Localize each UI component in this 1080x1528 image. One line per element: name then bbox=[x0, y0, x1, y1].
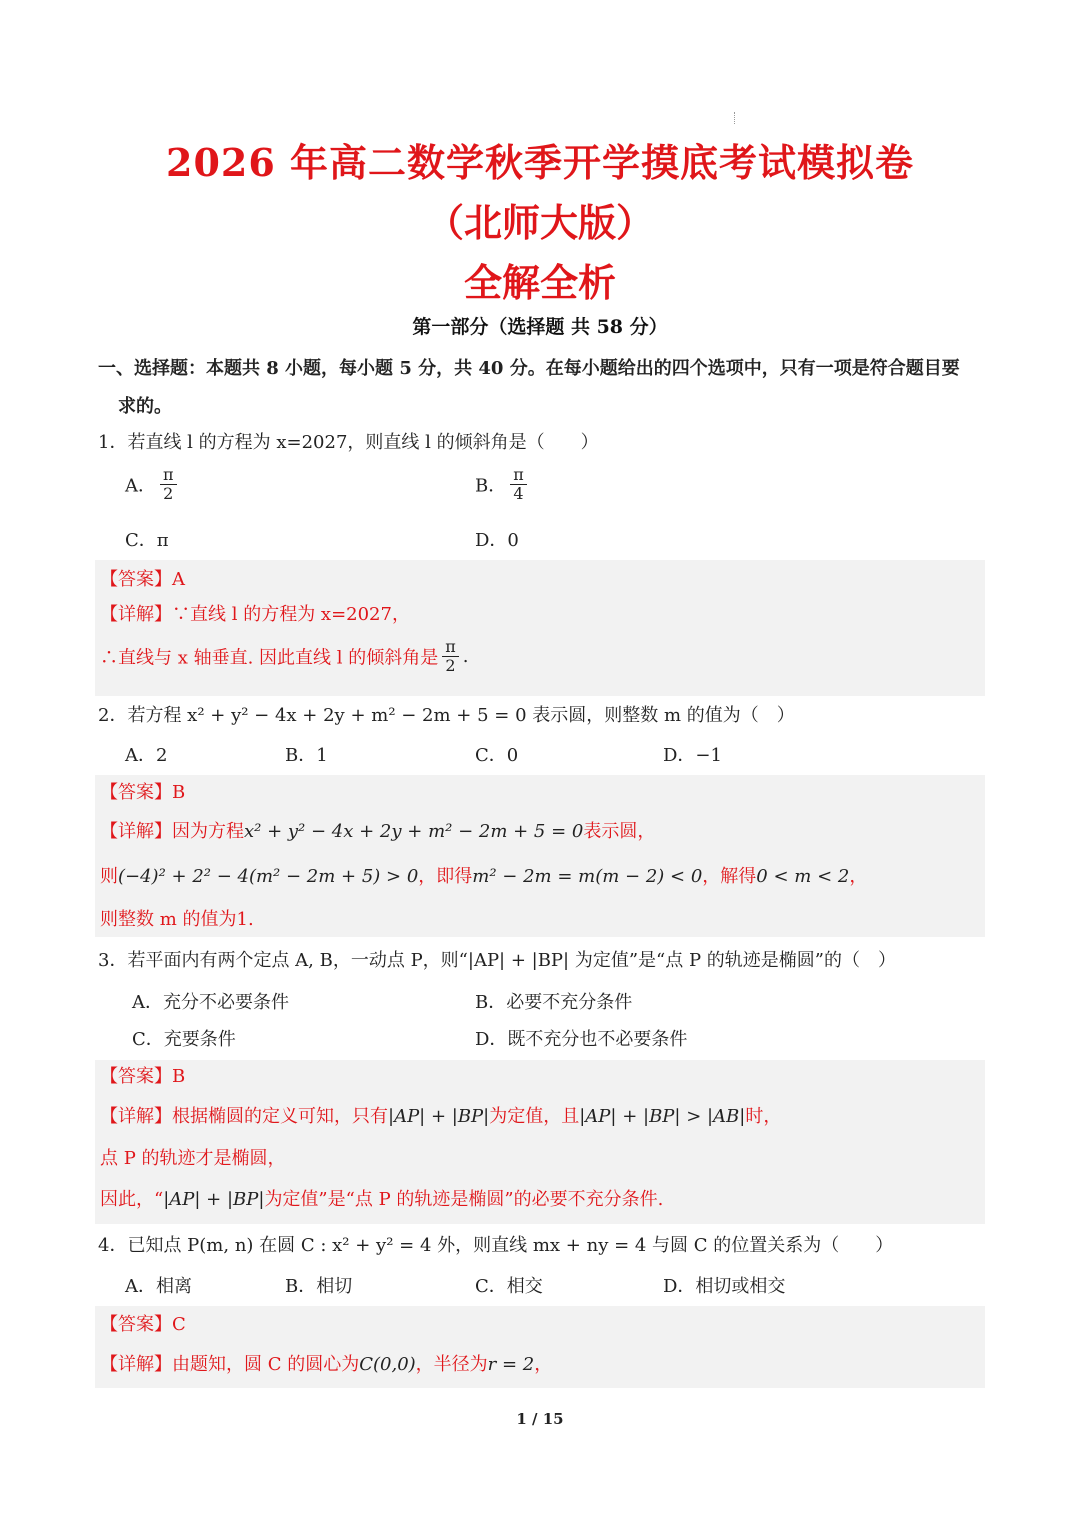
frac-den: 2 bbox=[445, 656, 456, 675]
answer-tag: 【答案】 bbox=[100, 782, 172, 803]
detail-text: ∵直线 l 的方程为 x=2027， bbox=[172, 604, 410, 625]
q1-option-a bbox=[125, 466, 181, 503]
q3-option-b: B．必要不充分条件 bbox=[475, 992, 633, 1013]
page-number: 1 / 15 bbox=[516, 1410, 564, 1428]
q3-stem: 3．若平面内有两个定点 A, B，一动点 P，则“|AP| + |BP| 为定值”是“点 P 的轨迹是椭圆”的（ ） bbox=[98, 950, 896, 971]
detail-text: 表示圆， bbox=[583, 821, 656, 842]
detail-math: C(0,0) bbox=[359, 1354, 416, 1375]
q3-detail-line2: 点 P 的轨迹才是椭圆， bbox=[100, 1148, 286, 1169]
q4-detail-line1 bbox=[100, 1350, 552, 1376]
detail-text: 因为方程 bbox=[172, 821, 244, 842]
q2-answer bbox=[100, 778, 185, 804]
q3-option-a: A．充分不必要条件 bbox=[132, 992, 289, 1013]
detail-text: 由题知，圆 C 的圆心为 bbox=[172, 1354, 360, 1375]
q2-detail-line2 bbox=[100, 862, 867, 888]
q4-stem: 4．已知点 P(m, n) 在圆 C : x² + y² = 4 外，则直线 mx + ny = 4 与圆 C 的位置关系为（ ） bbox=[98, 1235, 894, 1256]
detail-text: 因此，“ bbox=[100, 1189, 164, 1210]
frac-num: π bbox=[510, 466, 527, 485]
section-heading-line1: 一、选择题：本题共 8 小题，每小题 5 分，共 40 分。在每小题给出的四个选项中，只有一项是符合题目要 bbox=[98, 358, 960, 379]
detail-text: 根据椭圆的定义可知，只有 bbox=[172, 1106, 388, 1127]
q1-option-a-label: A． bbox=[125, 475, 156, 497]
detail-math: x² + y² − 4x + 2y + m² − 2m + 5 = 0 bbox=[244, 821, 584, 842]
answer-tag: 【答案】 bbox=[100, 1066, 172, 1087]
detail-text: 为定值，且 bbox=[489, 1106, 580, 1127]
margin-mark bbox=[734, 112, 736, 124]
detail-text: ，半径为 bbox=[415, 1354, 488, 1375]
part-heading: 第一部分（选择题 共 58 分） bbox=[412, 316, 668, 338]
q2-option-a: A．2 bbox=[125, 745, 168, 766]
frac-den: 4 bbox=[513, 484, 524, 503]
q3-detail-line1 bbox=[100, 1102, 781, 1128]
frac-num: π bbox=[442, 638, 459, 657]
detail-text: 时， bbox=[745, 1106, 782, 1127]
detail-math: |AP| + |BP| bbox=[163, 1189, 265, 1210]
q4-option-a: A．相离 bbox=[125, 1276, 192, 1297]
q3-option-d: D．既不充分也不必要条件 bbox=[475, 1029, 688, 1050]
doc-subtitle: （北师大版） bbox=[425, 200, 654, 245]
detail-math: |AP| + |BP| bbox=[388, 1106, 490, 1127]
detail-math: |AP| + |BP| > |AB| bbox=[579, 1106, 746, 1127]
detail-tag: 【详解】 bbox=[100, 604, 172, 625]
detail-math: (−4)² + 2² − 4(m² − 2m + 5) > 0 bbox=[118, 866, 419, 887]
q1-solution-box bbox=[95, 560, 985, 696]
q1-option-c: C．π bbox=[125, 530, 169, 551]
answer-value: B bbox=[172, 1066, 186, 1087]
q2-option-b: B．1 bbox=[285, 745, 328, 766]
q4-option-b: B．相切 bbox=[285, 1276, 353, 1297]
detail-text: ∴直线与 x 轴垂直. 因此直线 l 的倾斜角是 bbox=[100, 647, 439, 669]
detail-math: 0 < m < 2 bbox=[756, 866, 850, 887]
detail-tag: 【详解】 bbox=[100, 821, 172, 842]
q1-option-d: D．0 bbox=[475, 530, 519, 551]
q4-option-c: C．相交 bbox=[475, 1276, 543, 1297]
detail-math: m² − 2m = m(m − 2) < 0 bbox=[472, 866, 703, 887]
detail-tag: 【详解】 bbox=[100, 1106, 172, 1127]
answer-value: C bbox=[172, 1314, 186, 1335]
answer-value: B bbox=[172, 782, 186, 803]
q2-option-c: C．0 bbox=[475, 745, 519, 766]
q1-option-b-frac bbox=[510, 466, 527, 503]
q4-option-d: D．相切或相交 bbox=[663, 1276, 786, 1297]
q1-answer bbox=[100, 565, 185, 591]
q4-answer bbox=[100, 1310, 186, 1336]
q2-stem: 2．若方程 x² + y² − 4x + 2y + m² − 2m + 5 = 0 表示圆，则整数 m 的值为（ ） bbox=[98, 705, 795, 726]
detail-text: ， bbox=[534, 1354, 553, 1375]
answer-value: A bbox=[172, 569, 185, 590]
frac-num: π bbox=[160, 466, 177, 485]
answer-tag: 【答案】 bbox=[100, 1314, 172, 1335]
detail-math: r = 2 bbox=[487, 1354, 535, 1375]
detail-text: ， bbox=[849, 866, 868, 887]
q1-detail-frac bbox=[442, 638, 459, 675]
q3-detail-line3 bbox=[100, 1185, 663, 1211]
q3-option-c: C．充要条件 bbox=[132, 1029, 236, 1050]
doc-heading: 全解全析 bbox=[463, 260, 616, 305]
q2-detail-line1 bbox=[100, 817, 655, 843]
detail-text: ，即得 bbox=[418, 866, 473, 887]
detail-text: 为定值”是“点 P 的轨迹是椭圆”的必要不充分条件. bbox=[264, 1189, 664, 1210]
detail-end: . bbox=[462, 646, 469, 667]
answer-tag: 【答案】 bbox=[100, 569, 172, 590]
q1-detail-line1 bbox=[100, 600, 410, 626]
detail-text: ，解得 bbox=[702, 866, 757, 887]
frac-den: 2 bbox=[163, 484, 174, 503]
q1-option-a-frac bbox=[160, 466, 177, 503]
q3-answer bbox=[100, 1062, 185, 1088]
detail-tag: 【详解】 bbox=[100, 1354, 172, 1375]
section-heading-line2: 求的。 bbox=[118, 396, 172, 417]
q1-option-b bbox=[475, 466, 531, 503]
doc-title: 2026 年高二数学秋季开学摸底考试模拟卷 bbox=[166, 140, 914, 185]
q1-option-b-label: B． bbox=[475, 475, 507, 497]
q1-stem: 1．若直线 l 的方程为 x=2027，则直线 l 的倾斜角是（ ） bbox=[98, 432, 599, 453]
q2-detail-line3: 则整数 m 的值为1. bbox=[100, 909, 254, 930]
q1-detail-line2 bbox=[100, 638, 469, 675]
detail-text: 则 bbox=[100, 866, 118, 887]
q2-option-d: D．−1 bbox=[663, 745, 722, 766]
